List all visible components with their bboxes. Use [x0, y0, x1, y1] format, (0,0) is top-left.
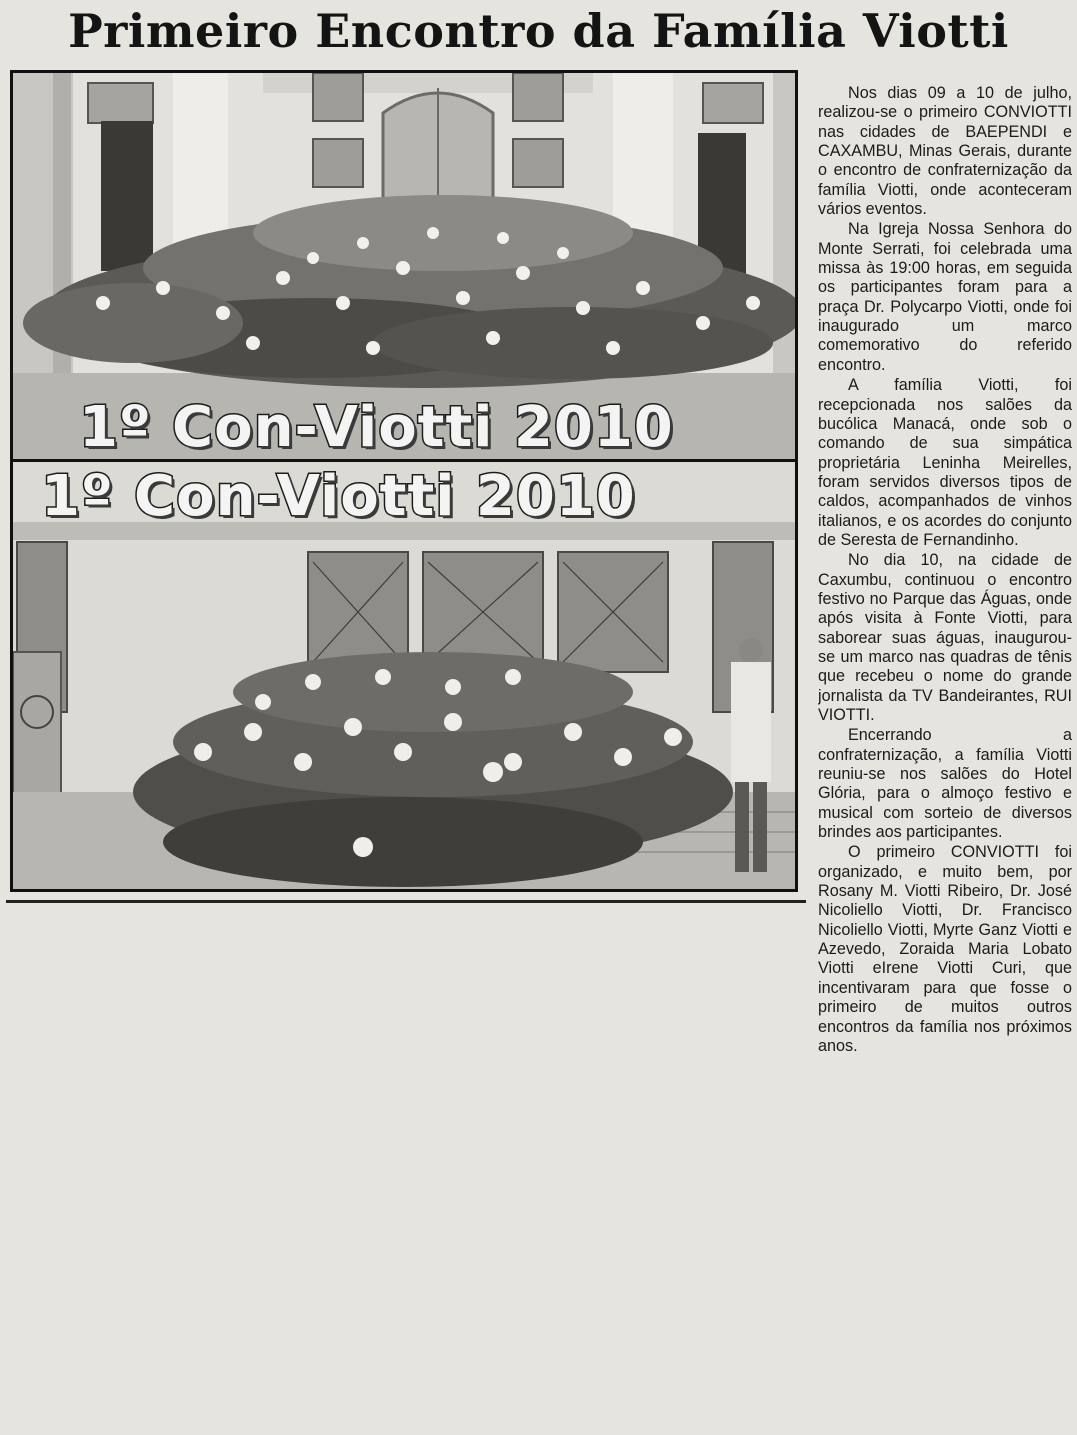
- group-photo-hotel: [13, 462, 795, 889]
- group-photo-church: [13, 73, 795, 462]
- divider-rule: [6, 900, 806, 903]
- article-paragraph: Na Igreja Nossa Senhora do Monte Serrati, foi celebrada uma missa às 19:00 horas, em seguida os participantes foram para a praça Dr. Polycarpo Viotti, onde foi inaugurado um marco comemorativo do referido encontro.: [818, 220, 1072, 374]
- photo-collage: [10, 70, 798, 892]
- headline: Primeiro Encontro da Família Viotti: [68, 4, 1009, 58]
- photo-caption-top: 1º Con-Viotti 2010: [79, 395, 674, 460]
- article-paragraph: No dia 10, na cidade de Caxumbu, continuou o encontro festivo no Parque das Águas, onde após visita à Fonte Viotti, para saborear suas águas, inaugurou-se um marco nas quadras de tênis que recebeu o nome do grande jornalista da TV Bandeirantes, RUI VIOTTI.: [818, 551, 1072, 724]
- article-body: [818, 84, 1072, 1432]
- article-paragraph: A família Viotti, foi recepcionada nos salões da bucólica Manacá, onde sob o comando de sua simpática proprietária Leninha Meirelles, foram servidos diversos tipos de caldos, acompanhados de vinhos italianos, e os acordes do conjunto de Seresta de Fernandinho.: [818, 376, 1072, 549]
- article-paragraph: Encerrando a confraternização, a família Viotti reuniu-se nos salões do Hotel Glória, para o almoço festivo e musical com sorteio de diversos brindes aos participantes.: [818, 726, 1072, 842]
- photo-caption-bottom: 1º Con-Viotti 2010: [41, 464, 636, 529]
- article-paragraph: Nos dias 09 a 10 de julho, realizou-se o primeiro CONVIOTTI nas cidades de BAEPENDI e CAXAMBU, Minas Gerais, durante o encontro de confraternização da família Viotti, onde aconteceram vários eventos.: [818, 84, 1072, 219]
- article-paragraph: O primeiro CONVIOTTI foi organizado, e muito bem, por Rosany M. Viotti Ribeiro, Dr. José Nicoliello Viotti, Dr. Francisco Nicoliello Viotti, Myrte Ganz Viotti e Azevedo, Zoraida Maria Lobato Viotti eIrene Viotti Curi, que incentivaram para que fosse o primeiro de muitos outros encontros da família nos próximos anos.: [818, 843, 1072, 1055]
